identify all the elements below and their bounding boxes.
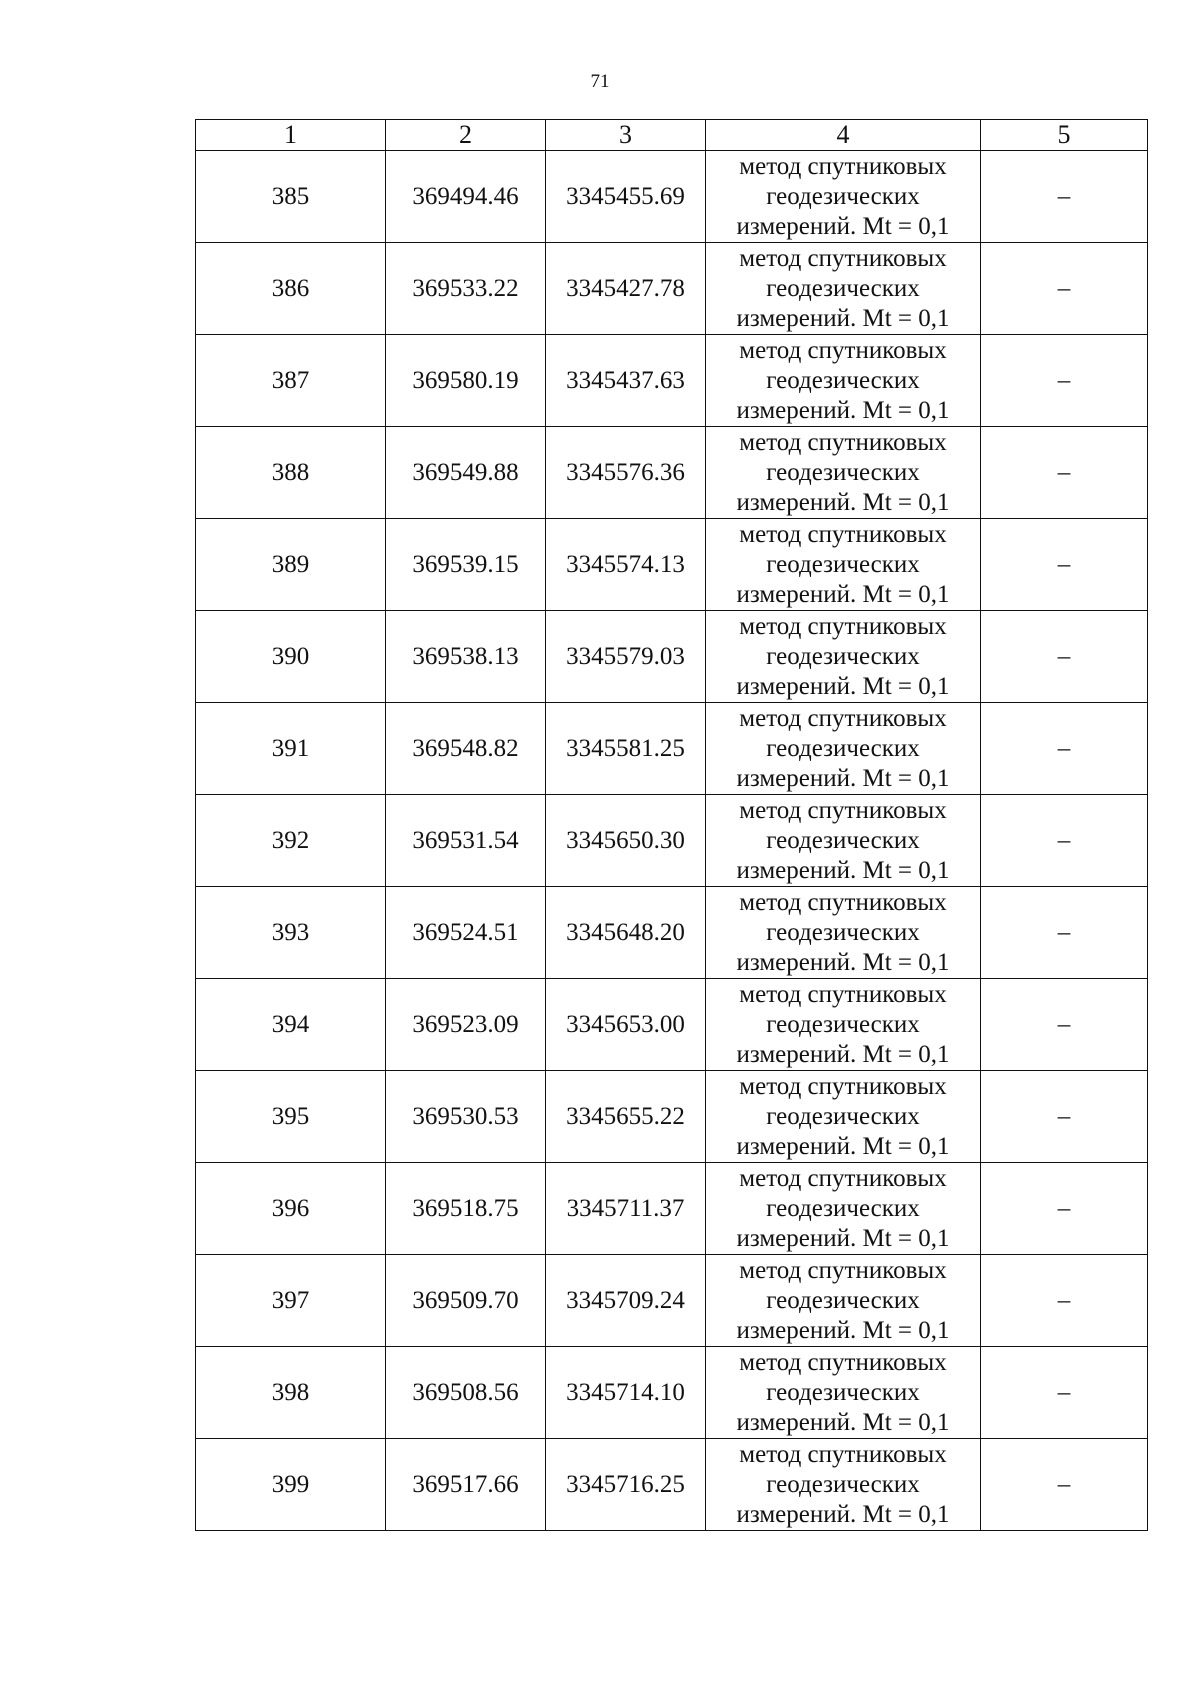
method-line: метод спутниковых <box>739 704 947 732</box>
method-line: измерений. Mt = 0,1 <box>736 396 950 424</box>
method-line: измерений. Mt = 0,1 <box>736 1132 950 1160</box>
note-cell: – <box>981 795 1148 887</box>
method-line: измерений. Mt = 0,1 <box>736 1316 950 1344</box>
method-line: измерений. Mt = 0,1 <box>736 304 950 332</box>
point-number-cell: 393 <box>196 887 386 979</box>
y-coordinate-cell: 3345650.30 <box>546 795 706 887</box>
y-coordinate-cell: 3345716.25 <box>546 1439 706 1531</box>
method-line: измерений. Mt = 0,1 <box>736 672 950 700</box>
method-line: метод спутниковых <box>739 336 947 364</box>
note-cell: – <box>981 611 1148 703</box>
page-number: 71 <box>590 71 610 92</box>
x-coordinate-cell: 369580.19 <box>386 335 546 427</box>
point-number-cell: 398 <box>196 1347 386 1439</box>
note-cell: – <box>981 1439 1148 1531</box>
method-cell <box>706 703 981 795</box>
note-cell: – <box>981 887 1148 979</box>
x-coordinate-cell: 369508.56 <box>386 1347 546 1439</box>
method-line: метод спутниковых <box>739 1164 947 1192</box>
y-coordinate-cell: 3345427.78 <box>546 243 706 335</box>
x-coordinate-cell: 369524.51 <box>386 887 546 979</box>
method-line: измерений. Mt = 0,1 <box>736 948 950 976</box>
method-line: метод спутниковых <box>739 980 947 1008</box>
method-line: геодезических <box>766 642 920 670</box>
point-number-cell: 392 <box>196 795 386 887</box>
x-coordinate-cell: 369518.75 <box>386 1163 546 1255</box>
note-cell: – <box>981 1347 1148 1439</box>
table-body <box>196 151 1148 1531</box>
point-number-cell: 395 <box>196 1071 386 1163</box>
x-coordinate-cell: 369549.88 <box>386 427 546 519</box>
y-coordinate-cell: 3345709.24 <box>546 1255 706 1347</box>
column-header-3: 3 <box>546 120 706 151</box>
point-number-cell: 385 <box>196 151 386 243</box>
point-number-cell: 399 <box>196 1439 386 1531</box>
method-line: измерений. Mt = 0,1 <box>736 580 950 608</box>
y-coordinate-cell: 3345714.10 <box>546 1347 706 1439</box>
point-number-cell: 397 <box>196 1255 386 1347</box>
method-line: геодезических <box>766 918 920 946</box>
method-cell <box>706 243 981 335</box>
point-number-cell: 386 <box>196 243 386 335</box>
method-cell <box>706 335 981 427</box>
x-coordinate-cell: 369533.22 <box>386 243 546 335</box>
note-cell: – <box>981 151 1148 243</box>
method-line: метод спутниковых <box>739 612 947 640</box>
method-line: метод спутниковых <box>739 1256 947 1284</box>
table-row <box>196 1439 1148 1531</box>
method-line: геодезических <box>766 1102 920 1130</box>
y-coordinate-cell: 3345711.37 <box>546 1163 706 1255</box>
y-coordinate-cell: 3345574.13 <box>546 519 706 611</box>
method-line: геодезических <box>766 1010 920 1038</box>
method-line: метод спутниковых <box>739 244 947 272</box>
table-row <box>196 1163 1148 1255</box>
method-line: геодезических <box>766 826 920 854</box>
method-line: геодезических <box>766 182 920 210</box>
table-row <box>196 335 1148 427</box>
table-header-row <box>196 120 1148 151</box>
y-coordinate-cell: 3345579.03 <box>546 611 706 703</box>
method-line: измерений. Mt = 0,1 <box>736 1408 950 1436</box>
x-coordinate-cell: 369517.66 <box>386 1439 546 1531</box>
method-line: метод спутниковых <box>739 1440 947 1468</box>
point-number-cell: 387 <box>196 335 386 427</box>
method-line: геодезических <box>766 274 920 302</box>
method-line: метод спутниковых <box>739 1072 947 1100</box>
method-cell <box>706 519 981 611</box>
y-coordinate-cell: 3345581.25 <box>546 703 706 795</box>
table-row <box>196 519 1148 611</box>
method-line: геодезических <box>766 734 920 762</box>
method-line: измерений. Mt = 0,1 <box>736 856 950 884</box>
method-line: геодезических <box>766 1470 920 1498</box>
method-line: измерений. Mt = 0,1 <box>736 488 950 516</box>
point-number-cell: 390 <box>196 611 386 703</box>
method-line: измерений. Mt = 0,1 <box>736 1224 950 1252</box>
method-line: метод спутниковых <box>739 1348 947 1376</box>
table-row <box>196 611 1148 703</box>
method-line: метод спутниковых <box>739 152 947 180</box>
note-cell: – <box>981 979 1148 1071</box>
method-cell <box>706 611 981 703</box>
y-coordinate-cell: 3345648.20 <box>546 887 706 979</box>
y-coordinate-cell: 3345653.00 <box>546 979 706 1071</box>
x-coordinate-cell: 369538.13 <box>386 611 546 703</box>
note-cell: – <box>981 1255 1148 1347</box>
note-cell: – <box>981 703 1148 795</box>
method-cell <box>706 1163 981 1255</box>
note-cell: – <box>981 427 1148 519</box>
method-line: геодезических <box>766 1194 920 1222</box>
x-coordinate-cell: 369539.15 <box>386 519 546 611</box>
note-cell: – <box>981 519 1148 611</box>
table-row <box>196 979 1148 1071</box>
table-row <box>196 1255 1148 1347</box>
y-coordinate-cell: 3345655.22 <box>546 1071 706 1163</box>
point-number-cell: 394 <box>196 979 386 1071</box>
coordinates-table <box>195 119 1148 1531</box>
table-row <box>196 1071 1148 1163</box>
point-number-cell: 391 <box>196 703 386 795</box>
note-cell: – <box>981 335 1148 427</box>
method-line: измерений. Mt = 0,1 <box>736 212 950 240</box>
note-cell: – <box>981 243 1148 335</box>
x-coordinate-cell: 369530.53 <box>386 1071 546 1163</box>
x-coordinate-cell: 369531.54 <box>386 795 546 887</box>
point-number-cell: 388 <box>196 427 386 519</box>
note-cell: – <box>981 1163 1148 1255</box>
table-row <box>196 1347 1148 1439</box>
method-line: геодезических <box>766 1286 920 1314</box>
x-coordinate-cell: 369523.09 <box>386 979 546 1071</box>
method-line: метод спутниковых <box>739 428 947 456</box>
method-line: метод спутниковых <box>739 520 947 548</box>
method-line: измерений. Mt = 0,1 <box>736 1040 950 1068</box>
method-line: геодезических <box>766 458 920 486</box>
method-cell <box>706 887 981 979</box>
column-header-4: 4 <box>706 120 981 151</box>
y-coordinate-cell: 3345437.63 <box>546 335 706 427</box>
column-header-1: 1 <box>196 120 386 151</box>
column-header-2: 2 <box>386 120 546 151</box>
method-cell <box>706 979 981 1071</box>
x-coordinate-cell: 369494.46 <box>386 151 546 243</box>
column-header-5: 5 <box>981 120 1148 151</box>
method-cell <box>706 151 981 243</box>
point-number-cell: 396 <box>196 1163 386 1255</box>
table-row <box>196 887 1148 979</box>
y-coordinate-cell: 3345455.69 <box>546 151 706 243</box>
method-cell <box>706 1439 981 1531</box>
method-line: измерений. Mt = 0,1 <box>736 764 950 792</box>
method-line: метод спутниковых <box>739 796 947 824</box>
method-cell <box>706 1071 981 1163</box>
table-row <box>196 243 1148 335</box>
method-cell <box>706 795 981 887</box>
table-row <box>196 427 1148 519</box>
note-cell: – <box>981 1071 1148 1163</box>
x-coordinate-cell: 369548.82 <box>386 703 546 795</box>
method-cell <box>706 1347 981 1439</box>
method-cell <box>706 427 981 519</box>
method-line: метод спутниковых <box>739 888 947 916</box>
table-row <box>196 703 1148 795</box>
method-line: геодезических <box>766 550 920 578</box>
point-number-cell: 389 <box>196 519 386 611</box>
table-row <box>196 151 1148 243</box>
method-cell <box>706 1255 981 1347</box>
method-line: измерений. Mt = 0,1 <box>736 1500 950 1528</box>
y-coordinate-cell: 3345576.36 <box>546 427 706 519</box>
table-row <box>196 795 1148 887</box>
method-line: геодезических <box>766 366 920 394</box>
method-line: геодезических <box>766 1378 920 1406</box>
x-coordinate-cell: 369509.70 <box>386 1255 546 1347</box>
